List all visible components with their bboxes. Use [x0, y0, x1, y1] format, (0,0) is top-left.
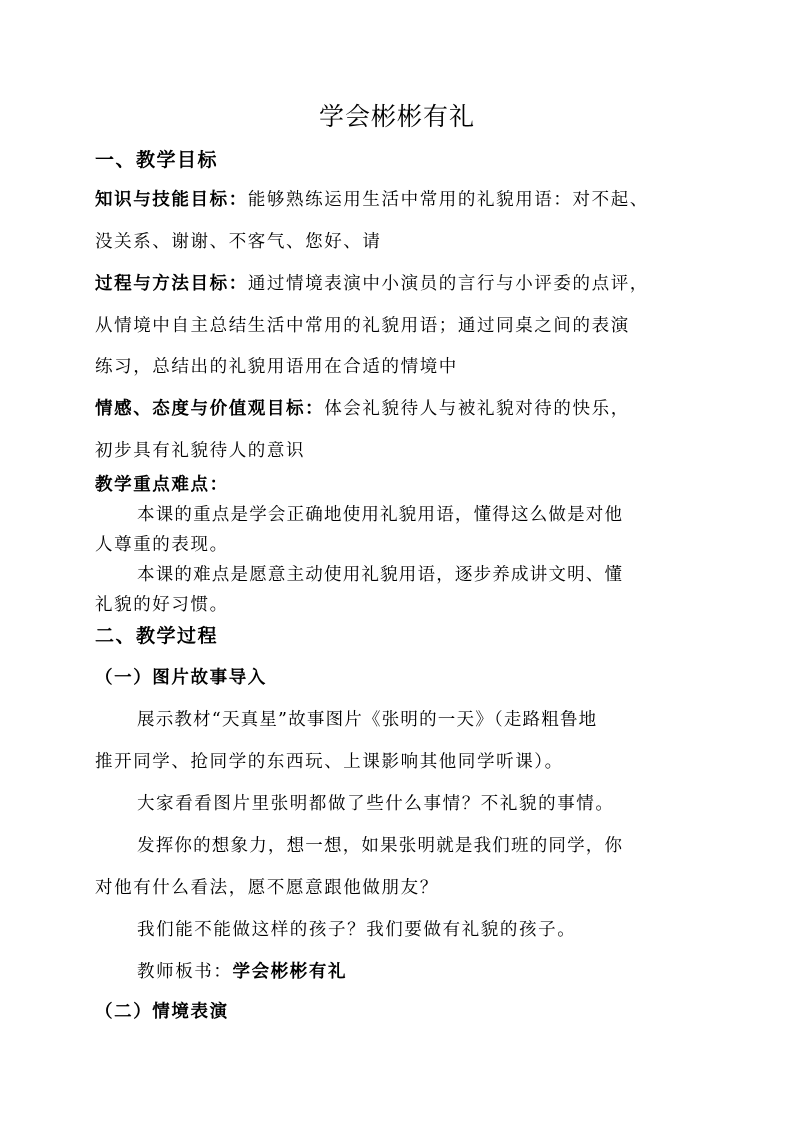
key-point-line-1: 本课的重点是学会正确地使用礼貌用语，懂得这么做是对他 — [137, 505, 624, 525]
blackboard-note — [137, 960, 749, 984]
key-point-line-2: 人尊重的表现。 — [95, 535, 229, 555]
goal-knowledge-label: 知识与技能目标： — [95, 190, 248, 210]
story-paragraph-4: 我们能不能做这样的孩子？我们要做有礼貌的孩子。 — [137, 920, 577, 940]
goal-process-line-1 — [95, 272, 707, 296]
key-difficulty-label: 教学重点难点： — [95, 475, 229, 495]
section-heading-objectives: 一、教学目标 — [95, 149, 219, 171]
story-paragraph-1-line-2: 推开同学、抢同学的东西玩、上课影响其他同学听课）。 — [95, 752, 564, 772]
document-title: 学会彬彬有礼 — [318, 102, 475, 131]
difficulty-line-1: 本课的难点是愿意主动使用礼貌用语，逐步养成讲文明、懂 — [137, 565, 624, 585]
goal-process-line-2: 从情境中自主总结生活中常用的礼貌用语；通过同桌之间的表演 — [95, 316, 630, 336]
part-heading-picture-story: （一）图片故事导入 — [95, 668, 267, 688]
goal-emotion-line-2: 初步具有礼貌待人的意识 — [95, 441, 306, 461]
goal-emotion-line-1 — [95, 397, 707, 421]
goal-knowledge-text: 能够熟练运用生活中常用的礼貌用语：对不起、 — [247, 190, 649, 210]
goal-process-text: 通过情境表演中小演员的言行与小评委的点评， — [247, 274, 649, 294]
story-paragraph-1-line-1: 展示教材“天真星”故事图片《张明的一天》（走路粗鲁地 — [137, 710, 598, 730]
part-heading-role-play: （二）情境表演 — [95, 1002, 229, 1022]
story-paragraph-3-line-2: 对他有什么看法，愿不愿意跟他做朋友？ — [95, 878, 439, 898]
goal-emotion-label: 情感、态度与价值观目标： — [95, 399, 325, 419]
goal-knowledge-line-1 — [95, 188, 707, 212]
story-paragraph-2: 大家看看图片里张明都做了些什么事情？不礼貌的事情。 — [137, 794, 615, 814]
difficulty-line-2: 礼貌的好习惯。 — [95, 595, 229, 615]
story-paragraph-3-line-1: 发挥你的想象力，想一想，如果张明就是我们班的同学，你 — [137, 836, 624, 856]
goal-process-line-3: 练习，总结出的礼貌用语用在合适的情境中 — [95, 357, 458, 377]
section-heading-process: 二、教学过程 — [95, 625, 219, 647]
goal-emotion-text: 体会礼貌待人与被礼貌对待的快乐， — [324, 399, 630, 419]
blackboard-note-label: 教师板书： — [137, 962, 233, 982]
goal-knowledge-line-2: 没关系、谢谢、不客气、您好、请 — [95, 232, 382, 252]
goal-process-label: 过程与方法目标： — [95, 274, 248, 294]
blackboard-note-text: 学会彬彬有礼 — [232, 962, 348, 982]
